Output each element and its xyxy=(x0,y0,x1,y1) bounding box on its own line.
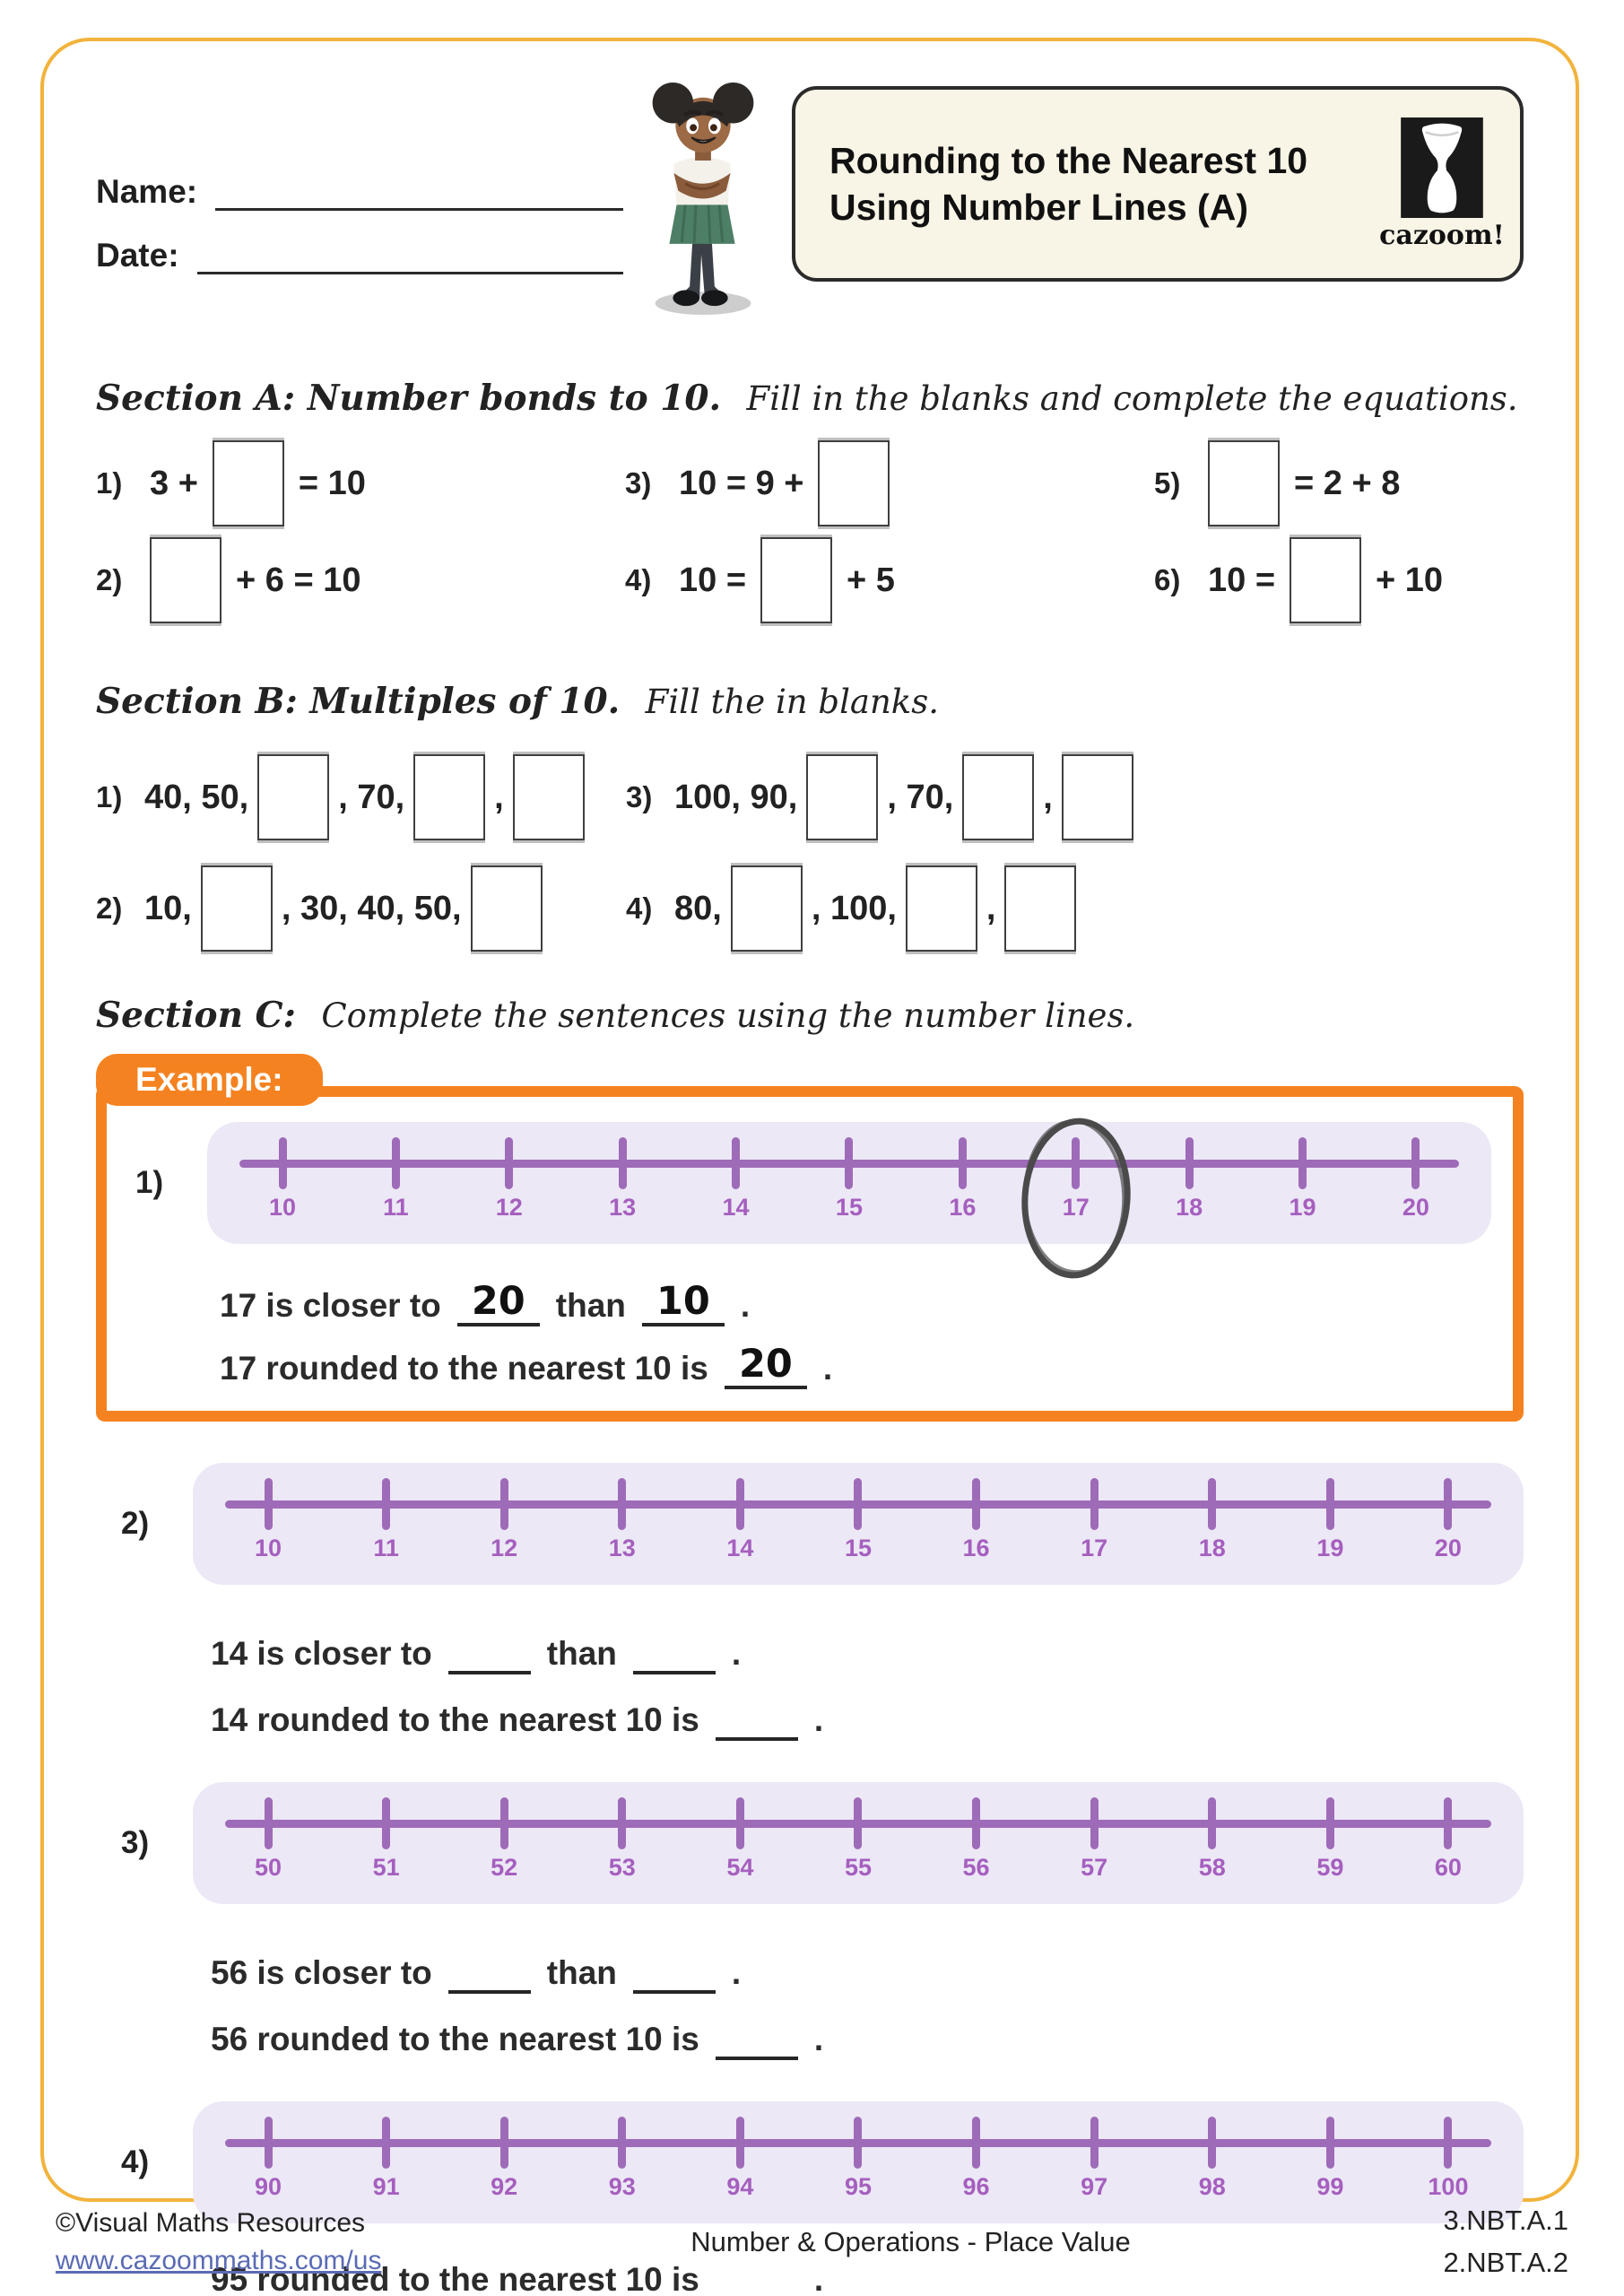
tick-label: 57 xyxy=(1081,1854,1108,1881)
numberline-ticks xyxy=(259,1137,1439,1222)
numberline-tick xyxy=(953,1797,1000,1882)
period: . xyxy=(740,1287,751,1324)
rounded-sentence xyxy=(220,1343,1491,1389)
question-number: 3) xyxy=(625,466,652,500)
title-line-2: Using Number Lines (A) xyxy=(829,187,1248,228)
sequence-4 xyxy=(626,864,1524,953)
answer-blank[interactable]: 20 xyxy=(725,1343,807,1389)
numberline-tick xyxy=(363,2117,410,2201)
section-b-instructions: Fill the in blanks. xyxy=(645,683,939,721)
tick-label: 50 xyxy=(254,1854,282,1881)
example-tab-label: Example: xyxy=(96,1054,323,1106)
answer-box[interactable] xyxy=(731,865,803,952)
numberline-2 xyxy=(193,1463,1524,1585)
tick-mark xyxy=(854,1478,862,1530)
title-box xyxy=(792,86,1524,282)
numberline-tick xyxy=(245,2117,291,2201)
section-a-equations xyxy=(96,439,1524,625)
tick-mark xyxy=(972,1478,980,1530)
answer-box[interactable] xyxy=(513,754,585,840)
answer-blank[interactable] xyxy=(448,1628,531,1674)
sequence-text: 10, xyxy=(144,889,192,927)
numberline-tick xyxy=(826,1137,873,1222)
sequence-text: 80, xyxy=(674,889,722,927)
question-number: 1) xyxy=(96,466,123,500)
sentence-text: than xyxy=(546,1635,617,1672)
tick-mark xyxy=(854,1797,862,1849)
tick-label: 100 xyxy=(1428,2173,1469,2200)
tick-label: 10 xyxy=(268,1194,297,1221)
tick-mark xyxy=(619,1137,627,1189)
period: . xyxy=(731,1954,742,1991)
tick-label: 11 xyxy=(383,1194,409,1221)
tick-label: 18 xyxy=(1198,1535,1226,1561)
tick-label: 16 xyxy=(949,1194,977,1221)
tick-mark xyxy=(1090,1478,1099,1530)
numberline-tick xyxy=(1307,1478,1353,1562)
tick-mark xyxy=(732,1137,740,1189)
numberline-tick-circled xyxy=(1053,1137,1099,1222)
answer-box[interactable] xyxy=(257,754,329,840)
numberline-tick xyxy=(1071,1797,1117,1882)
numberline-tick xyxy=(1307,1797,1353,1882)
closer-sentence xyxy=(220,1280,1491,1326)
tick-mark xyxy=(1090,1797,1099,1849)
tick-mark xyxy=(1326,2117,1334,2169)
tick-mark xyxy=(845,1137,853,1189)
sentence-text: 17 rounded to the nearest 10 is xyxy=(220,1350,708,1387)
title-line-1: Rounding to the Nearest 10 xyxy=(829,139,1308,181)
tick-label: 14 xyxy=(726,1535,754,1561)
tick-mark xyxy=(854,2117,862,2169)
answer-box[interactable] xyxy=(962,754,1034,840)
tick-mark xyxy=(736,2117,744,2169)
rounded-sentence xyxy=(211,1694,1524,1741)
numberline-tick xyxy=(953,1478,1000,1562)
numberline-tick xyxy=(599,1137,646,1222)
numberline-tick xyxy=(599,1797,646,1882)
numberline-tick xyxy=(1189,1478,1236,1562)
tick-mark xyxy=(1208,1478,1216,1530)
numberline-tick xyxy=(486,1137,533,1222)
section-c-title: Section C: xyxy=(96,995,296,1036)
tick-label: 51 xyxy=(372,1854,400,1881)
sequence-text: , 70, xyxy=(887,778,954,816)
tick-label: 91 xyxy=(372,2173,400,2200)
numberline-tick xyxy=(835,1478,881,1562)
sequence-text: , 70, xyxy=(338,778,405,816)
tick-mark xyxy=(1411,1137,1420,1189)
tick-mark xyxy=(1090,2117,1099,2169)
equation-text-after: + 6 = 10 xyxy=(236,561,361,599)
tick-label: 15 xyxy=(835,1194,863,1221)
question-number: 2) xyxy=(96,563,123,596)
djembe-drum-icon xyxy=(1401,117,1483,218)
tick-mark xyxy=(279,1137,287,1189)
date-input-line[interactable] xyxy=(197,236,623,274)
tick-mark xyxy=(265,1478,273,1530)
question-number: 3) xyxy=(121,1825,150,1860)
hand-drawn-circle-annotation xyxy=(1018,1112,1134,1284)
tick-mark xyxy=(382,1478,390,1530)
equation-text-after: + 10 xyxy=(1376,561,1444,599)
question-3 xyxy=(96,1782,1524,2060)
website-link[interactable]: www.cazoommaths.com/us xyxy=(56,2245,382,2275)
numberline-tick xyxy=(716,1478,763,1562)
tick-mark xyxy=(265,2117,273,2169)
sequence-text: , 100, xyxy=(811,889,897,927)
tick-mark xyxy=(392,1137,400,1189)
equation-6 xyxy=(1154,535,1524,625)
question-number: 2) xyxy=(121,1506,150,1541)
equation-text-after: = 10 xyxy=(298,464,366,502)
date-label: Date: xyxy=(96,237,179,274)
tick-label: 17 xyxy=(1081,1535,1108,1561)
numberline-tick xyxy=(599,1478,646,1562)
question-number: 4) xyxy=(626,891,653,925)
answer-blank[interactable]: 20 xyxy=(457,1280,540,1326)
student-character-illustration xyxy=(623,79,783,318)
tick-mark xyxy=(500,1797,508,1849)
closer-sentence xyxy=(211,1628,1524,1674)
tick-label: 17 xyxy=(1062,1194,1090,1221)
answer-box[interactable] xyxy=(201,865,273,952)
tick-mark xyxy=(1208,1797,1216,1849)
numberline-ticks xyxy=(245,2117,1472,2201)
tick-mark xyxy=(265,1797,273,1849)
standard-code-2: 2.NBT.A.2 xyxy=(1443,2246,1568,2278)
tick-label: 15 xyxy=(844,1535,872,1561)
numberline-tick xyxy=(363,1478,410,1562)
worksheet-title xyxy=(829,137,1371,231)
name-input-line[interactable] xyxy=(215,172,623,211)
numberline-3 xyxy=(193,1782,1524,1904)
tick-mark xyxy=(972,2117,980,2169)
equation-5 xyxy=(1154,439,1524,528)
tick-label: 90 xyxy=(254,2173,282,2200)
numberline-tick xyxy=(1189,2117,1236,2201)
footer-topic: Number & Operations - Place Value xyxy=(690,2225,1131,2257)
tick-label: 95 xyxy=(844,2173,872,2200)
question-1-row xyxy=(119,1122,1491,1244)
sequence-2 xyxy=(96,864,626,953)
question-number: 1) xyxy=(135,1165,164,1200)
numberline-tick xyxy=(1425,1797,1472,1882)
numberline-tick xyxy=(1425,2117,1472,2201)
equation-text-after: = 2 + 8 xyxy=(1294,464,1401,502)
answer-box[interactable] xyxy=(1062,754,1133,840)
section-a-title: Section A: Number bonds to 10. xyxy=(96,378,722,419)
tick-label: 52 xyxy=(491,1854,518,1881)
tick-label: 93 xyxy=(608,2173,636,2200)
tick-mark xyxy=(736,1478,744,1530)
tick-label: 19 xyxy=(1289,1194,1316,1221)
numberline-tick xyxy=(1425,1478,1472,1562)
numberline-tick xyxy=(1071,2117,1117,2201)
numberline-tick xyxy=(1307,2117,1353,2201)
tick-mark xyxy=(1185,1137,1194,1189)
footer-attribution xyxy=(56,2208,441,2276)
sentence-text: 56 rounded to the nearest 10 is xyxy=(211,2021,699,2057)
tick-label: 20 xyxy=(1434,1535,1462,1561)
answer-box[interactable] xyxy=(213,440,284,526)
answer-box[interactable] xyxy=(1004,865,1076,952)
sequence-text: , xyxy=(494,778,504,816)
answer-box[interactable] xyxy=(413,754,485,840)
numberline-tick xyxy=(953,2117,1000,2201)
question-2-row xyxy=(96,1463,1524,1585)
tick-mark xyxy=(618,1478,626,1530)
sentence-text: 95 rounded to the nearest 10 is xyxy=(211,2261,699,2296)
period: . xyxy=(822,1350,833,1387)
period: . xyxy=(813,1701,824,1738)
numberline-tick xyxy=(1071,1478,1117,1562)
tick-label: 13 xyxy=(609,1194,637,1221)
tick-label: 60 xyxy=(1434,1854,1462,1881)
cazoom-logo xyxy=(1379,117,1505,251)
answer-box[interactable] xyxy=(150,537,221,623)
question-number: 4) xyxy=(625,563,652,596)
section-b-heading xyxy=(96,681,1524,722)
numberline-ticks xyxy=(245,1797,1472,1882)
header xyxy=(96,86,1524,318)
tick-mark xyxy=(1444,2117,1452,2169)
section-b-title: Section B: Multiples of 10. xyxy=(96,681,621,722)
tick-label: 19 xyxy=(1316,1535,1344,1561)
equation-text-before: 3 + xyxy=(150,464,198,502)
tick-label: 16 xyxy=(962,1535,990,1561)
tick-label: 96 xyxy=(962,2173,990,2200)
tick-label: 11 xyxy=(373,1535,399,1561)
sequence-text: , xyxy=(1043,778,1053,816)
tick-mark xyxy=(1444,1478,1452,1530)
name-row xyxy=(96,172,623,211)
numberline-tick xyxy=(599,2117,646,2201)
standard-code-1: 3.NBT.A.1 xyxy=(1443,2205,1568,2236)
answer-box[interactable] xyxy=(806,754,878,840)
numberline-tick xyxy=(372,1137,419,1222)
numberline-tick xyxy=(1166,1137,1212,1222)
question-number: 1) xyxy=(96,780,123,813)
tick-label: 20 xyxy=(1402,1194,1429,1221)
numberline-tick xyxy=(481,1478,527,1562)
answer-box[interactable] xyxy=(760,537,832,623)
tick-mark xyxy=(505,1137,513,1189)
sentence-text: 56 is closer to xyxy=(211,1954,432,1991)
numberline-tick xyxy=(716,2117,763,2201)
section-c-instructions: Complete the sentences using the number lines. xyxy=(321,996,1135,1035)
tick-label: 58 xyxy=(1198,1854,1226,1881)
tick-label: 10 xyxy=(254,1535,282,1561)
numberline-tick xyxy=(835,2117,881,2201)
tick-label: 59 xyxy=(1316,1854,1344,1881)
numberline-tick xyxy=(259,1137,306,1222)
tick-label: 18 xyxy=(1176,1194,1203,1221)
sequence-text: 40, 50, xyxy=(144,778,249,816)
date-row xyxy=(96,236,623,274)
sequence-1 xyxy=(96,752,626,842)
footer xyxy=(56,2200,1568,2283)
equation-3 xyxy=(625,439,1154,528)
section-b-sequences xyxy=(96,752,1524,953)
tick-mark xyxy=(1298,1137,1307,1189)
tick-mark xyxy=(1326,1797,1334,1849)
equation-1 xyxy=(96,439,625,528)
copyright-text: ©Visual Maths Resources xyxy=(56,2207,366,2238)
tick-mark xyxy=(1444,1797,1452,1849)
sentence-text: than xyxy=(546,1954,617,1991)
tick-label: 92 xyxy=(491,2173,518,2200)
sentence-text: 17 is closer to xyxy=(220,1287,441,1324)
tick-label: 97 xyxy=(1081,2173,1108,2200)
tick-label: 98 xyxy=(1198,2173,1226,2200)
sequence-text: , xyxy=(986,889,996,927)
tick-label: 99 xyxy=(1316,2173,1344,2200)
tick-label: 13 xyxy=(608,1535,636,1561)
sentence-text: 14 is closer to xyxy=(211,1635,432,1672)
tick-label: 12 xyxy=(495,1194,523,1221)
period: . xyxy=(813,2261,824,2296)
numberline-tick xyxy=(245,1478,291,1562)
answer-box[interactable] xyxy=(1208,440,1280,526)
tick-mark xyxy=(500,2117,508,2169)
question-2 xyxy=(96,1463,1524,1741)
numberline-tick xyxy=(1280,1137,1326,1222)
section-a-heading xyxy=(96,378,1524,419)
equation-4 xyxy=(625,535,1154,625)
answer-box[interactable] xyxy=(906,865,977,952)
tick-label: 94 xyxy=(726,2173,754,2200)
tick-mark xyxy=(618,1797,626,1849)
question-number: 4) xyxy=(121,2144,150,2179)
numberline-tick xyxy=(713,1137,760,1222)
tick-mark xyxy=(972,1797,980,1849)
equation-text-before: 10 = xyxy=(679,561,747,599)
equation-text-before: 10 = xyxy=(1208,561,1276,599)
question-number: 5) xyxy=(1154,466,1181,500)
numberline-tick xyxy=(939,1137,986,1222)
tick-label: 56 xyxy=(962,1854,990,1881)
sequence-text: 100, 90, xyxy=(674,778,798,816)
numberline-tick xyxy=(716,1797,763,1882)
numberline-tick xyxy=(481,2117,527,2201)
tick-label: 55 xyxy=(844,1854,872,1881)
answer-box[interactable] xyxy=(1290,537,1361,623)
answer-blank[interactable]: 10 xyxy=(642,1280,725,1326)
rounded-sentence xyxy=(211,2013,1524,2060)
tick-mark xyxy=(1208,2117,1216,2169)
numberline-tick xyxy=(1189,1797,1236,1882)
question-number: 6) xyxy=(1154,563,1181,596)
numberline-tick xyxy=(1393,1137,1439,1222)
tick-mark xyxy=(736,1797,744,1849)
tick-mark xyxy=(618,2117,626,2169)
numberline-tick xyxy=(835,1797,881,1882)
sentence-text: than xyxy=(555,1287,626,1324)
section-a-instructions: Fill in the blanks and complete the equations. xyxy=(746,379,1518,418)
answer-blank[interactable] xyxy=(633,1628,716,1674)
sequence-3 xyxy=(626,752,1524,842)
equation-text-before: 10 = 9 + xyxy=(679,464,804,502)
answer-blank[interactable] xyxy=(716,2013,798,2060)
numberline-tick xyxy=(481,1797,527,1882)
example-box xyxy=(96,1061,1524,1422)
question-2-sentences xyxy=(211,1628,1524,1741)
question-number: 2) xyxy=(96,891,123,925)
numberline-1 xyxy=(207,1122,1491,1244)
equation-text-after: + 5 xyxy=(847,561,895,599)
sequence-text: , 30, 40, 50, xyxy=(281,889,462,927)
answer-blank[interactable] xyxy=(716,1694,798,1741)
tick-mark xyxy=(382,1797,390,1849)
numberline-tick xyxy=(245,1797,291,1882)
tick-mark xyxy=(500,1478,508,1530)
question-3-row xyxy=(96,1782,1524,1904)
tick-label: 54 xyxy=(726,1854,754,1881)
section-c-heading xyxy=(96,995,1524,1036)
logo-wordmark: cazoom! xyxy=(1379,219,1505,251)
period: . xyxy=(813,2021,824,2057)
tick-mark xyxy=(959,1137,967,1189)
answer-blank[interactable] xyxy=(633,1947,716,1994)
closer-sentence xyxy=(211,1947,1524,1994)
tick-mark xyxy=(1326,1478,1334,1530)
question-number: 3) xyxy=(626,780,653,813)
equation-2 xyxy=(96,535,625,625)
footer-standards xyxy=(1380,2200,1568,2283)
answer-blank[interactable] xyxy=(448,1947,531,1994)
period: . xyxy=(731,1635,742,1672)
name-label: Name: xyxy=(96,173,198,210)
question-3-sentences xyxy=(211,1947,1524,2060)
tick-label: 12 xyxy=(491,1535,518,1561)
sentence-text: 14 rounded to the nearest 10 is xyxy=(211,1701,699,1738)
question-1-sentences xyxy=(220,1280,1491,1389)
answer-box[interactable] xyxy=(818,440,890,526)
name-date-block xyxy=(96,172,623,274)
tick-label: 53 xyxy=(608,1854,636,1881)
numberline-ticks xyxy=(245,1478,1472,1562)
tick-label: 14 xyxy=(722,1194,750,1221)
numberline-tick xyxy=(363,1797,410,1882)
tick-mark xyxy=(382,2117,390,2169)
answer-box[interactable] xyxy=(471,865,543,952)
